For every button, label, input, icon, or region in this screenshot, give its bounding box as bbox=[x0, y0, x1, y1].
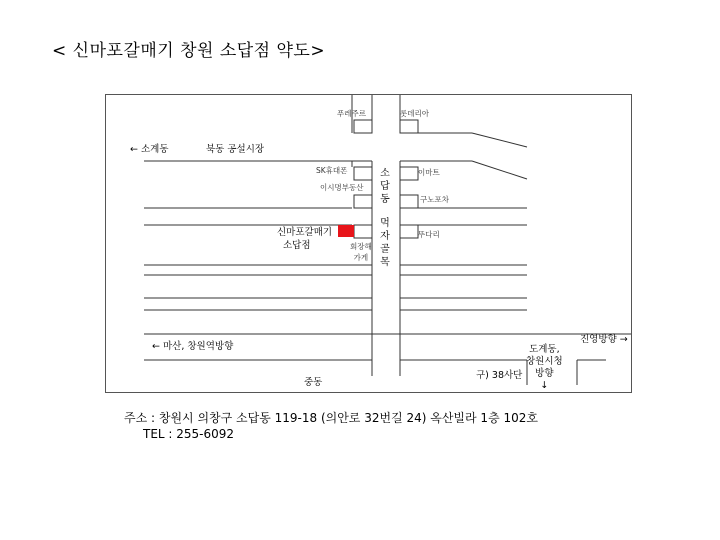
building bbox=[354, 195, 372, 208]
label-meokja-golmok bbox=[379, 217, 391, 269]
label-hwejanghae: 회장해 가게 bbox=[350, 242, 372, 262]
address: 주소 : 창원시 의창구 소답동 119-18 (의안로 32번길 24) 옥산빌라 1층 102호 bbox=[124, 411, 538, 425]
label-sodapdong bbox=[379, 167, 391, 206]
building bbox=[354, 225, 372, 238]
page-title: < 신마포갈매기 창원 소답점 약도> bbox=[52, 41, 326, 61]
label-emart: 이마트 bbox=[418, 168, 440, 177]
store-marker bbox=[338, 225, 354, 237]
road-line bbox=[472, 133, 527, 147]
label-jinyeong: 진영방향 → bbox=[580, 334, 628, 345]
street-name: 소 답 동 bbox=[380, 168, 390, 205]
building bbox=[400, 120, 418, 133]
label-masan: ← 마산, 창원역방향 bbox=[152, 341, 234, 352]
label-sk-hyudaepon: SK휴대폰 bbox=[316, 166, 348, 175]
label-old-38: 구) 38사단 bbox=[476, 370, 523, 381]
street-name: 먹 자 골 목 bbox=[380, 218, 390, 268]
building bbox=[400, 225, 418, 238]
store-name: 신마포갈매기 bbox=[277, 227, 333, 238]
road-line bbox=[472, 161, 527, 179]
building bbox=[400, 167, 418, 180]
label-lotteria: 롯데리아 bbox=[400, 109, 429, 118]
label-purejuru: 푸레주르 bbox=[337, 109, 366, 118]
label-bukdong-market: 북동 공설시장 bbox=[206, 144, 265, 155]
building bbox=[354, 167, 372, 180]
store-branch: 소답점 bbox=[283, 240, 311, 251]
label-dadari: 뚜다리 bbox=[418, 230, 440, 239]
label-dogyedong: 도계동, 창원시청 방향 ↓ bbox=[526, 344, 563, 391]
building bbox=[354, 120, 372, 133]
label-gunopocha: 구노포차 bbox=[420, 195, 449, 204]
telephone: TEL : 255-6092 bbox=[143, 427, 235, 441]
label-isipyeong: 이시명부동산 bbox=[320, 183, 364, 192]
label-jungdong: 중동 bbox=[304, 377, 323, 388]
map-area bbox=[105, 94, 632, 393]
building bbox=[400, 195, 418, 208]
label-sogyedong: ← 소계동 bbox=[130, 144, 169, 155]
